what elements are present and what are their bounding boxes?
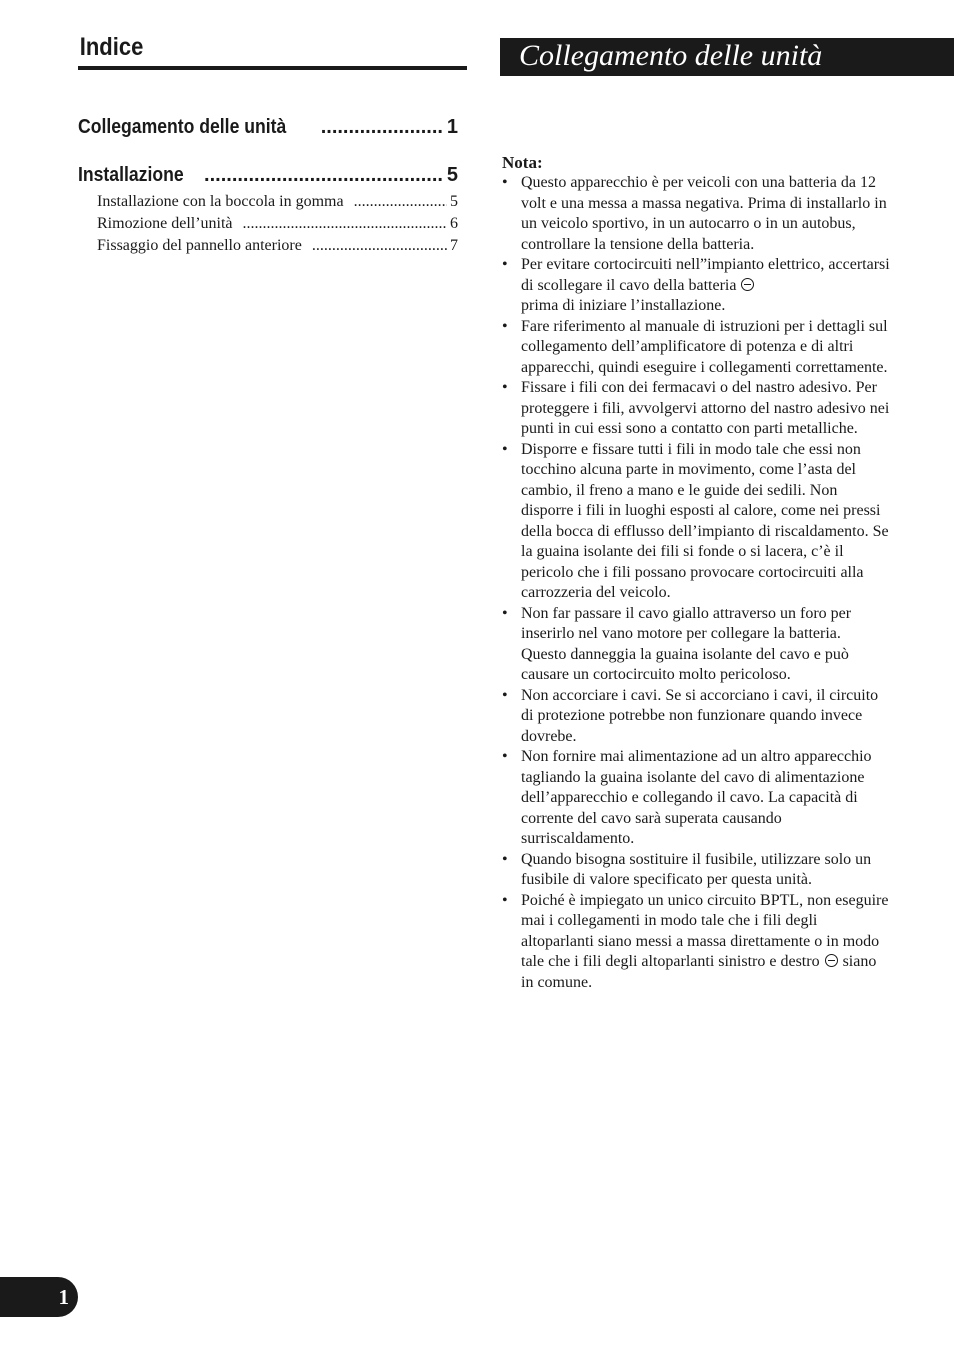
bullet-glyph: •: [502, 317, 508, 335]
bullet-glyph: •: [502, 440, 508, 458]
toc-leader-dots: [243, 213, 447, 235]
note-text: Disporre e fissare tutti i fili in modo tale che essi non tocchino alcuna parte in movimento, come l’asta del cambio, il freno a mano e le guide dei sedili. Non disporre i fili in luoghi esposti al calore, come nei pressi della bocca di efflusso dell’impianto di riscaldamento. Se la guaina isolante dei fili si fonde o si lacera, c’è il pericolo che i fili possano provocare cortocircuiti alla carrozzeria del veicolo.: [521, 440, 889, 601]
minus-circle-icon: [825, 954, 838, 967]
toc-subentry-label: Fissaggio del pannello anteriore: [97, 237, 302, 254]
bullet-glyph: •: [502, 891, 508, 909]
toc-subentry-page: 7: [450, 237, 458, 254]
toc-entry-label: Installazione: [78, 164, 184, 186]
note-item: [502, 317, 890, 379]
toc-subentry-boccola[interactable]: [78, 191, 458, 213]
toc-leader-dots: [312, 235, 447, 257]
toc-subentry-label: Rimozione dell’unità: [97, 215, 233, 232]
note-item: [502, 747, 890, 850]
note-text: Quando bisogna sostituire il fusibile, utilizzare solo un fusibile di valore specificato per questa unità.: [521, 850, 872, 888]
bullet-glyph: •: [502, 379, 508, 396]
bullet-glyph: •: [502, 748, 508, 765]
toc-subentry-fissaggio[interactable]: [78, 235, 458, 257]
section-panel: [500, 38, 954, 993]
note-item: [502, 850, 890, 891]
note-text: Poiché è impiegato un unico circuito BPTL, non eseguire mai i collegamenti in modo tale che i fili degli altoparlanti siano messi a massa direttamente o in modo tale che i fili degli altoparlanti sinistro e destro: [521, 891, 889, 970]
note-text: Fissare i fili con dei fermacavi o del nastro adesivo. Per proteggere i fili, avvolgervi attorno del nastro adesivo nei punti in cui essi sono a contatto con parti metalliche.: [521, 379, 890, 437]
toc-leader-dots: [321, 114, 443, 140]
note-item: [502, 440, 890, 604]
note-text: Questo apparecchio è per veicoli con una batteria da 12 volt e una messa a massa negativa. Prima di installarlo in un veicolo sportivo, in un autocarro o in un autobus, controllare la tensione della batteria.: [521, 174, 887, 253]
toc-subentry-rimozione[interactable]: [78, 213, 458, 235]
note-block: [500, 153, 890, 993]
toc-leader-dots: [204, 162, 443, 188]
toc-subentry-page: 5: [450, 193, 458, 210]
toc-entry-installazione[interactable]: [78, 162, 458, 188]
note-item: [502, 604, 890, 686]
note-item: [502, 255, 890, 317]
toc-subentry-label: Installazione con la boccola in gomma: [97, 193, 344, 210]
toc-entry-collegamento[interactable]: [78, 114, 458, 140]
toc-title-rule: [78, 66, 467, 70]
toc-leader-dots: [354, 191, 447, 213]
note-label: Nota:: [502, 153, 543, 172]
note-text: Non accorciare i cavi. Se si accorciano i cavi, il circuito di protezione potrebbe non funzionare quando invece dovrebe.: [521, 686, 879, 745]
toc-entry-page: 5: [446, 164, 458, 186]
bullet-glyph: •: [502, 604, 508, 622]
note-text: siano in comune.: [521, 953, 877, 991]
page-number-tab: 1: [0, 1277, 78, 1317]
bullet-glyph: •: [502, 174, 508, 191]
bullet-glyph: •: [502, 850, 508, 868]
note-item: [502, 686, 890, 748]
note-text: prima di iniziare l’installazione.: [521, 297, 726, 314]
toc-panel: [78, 30, 467, 257]
toc-list: [78, 114, 458, 257]
note-item: [502, 173, 890, 255]
note-text: Non far passare il cavo giallo attraverso un foro per inserirlo nel vano motore per collegare la batteria. Questo danneggia la guaina isolante del cavo e può causare un cortocircuito molto pericoloso.: [521, 604, 852, 683]
toc-subentry-page: 6: [450, 215, 458, 232]
note-item: [502, 378, 890, 440]
note-text: Non fornire mai alimentazione ad un altro apparecchio tagliando la guaina isolante del cavo di alimentazione dell’apparecchio e collegando il cavo. La capacità di corrente del cavo sarà superata causando surriscaldamento.: [521, 748, 872, 847]
bullet-glyph: •: [502, 256, 508, 273]
note-text: Per evitare cortocircuiti nell”impianto elettrico, accertarsi di scollegare il cavo della batteria: [521, 256, 890, 294]
toc-title: Indice: [79, 33, 144, 61]
toc-entry-label: Collegamento delle unità: [78, 116, 287, 138]
note-text: Fare riferimento al manuale di istruzioni per i dettagli sul collegamento dell’amplificatore di potenza e di altri apparecchi, quindi eseguire i collegamenti correttamente.: [521, 317, 888, 376]
bullet-glyph: •: [502, 686, 508, 704]
note-item: [502, 891, 890, 994]
section-title-banner: Collegamento delle unità: [500, 38, 954, 76]
toc-entry-page: 1: [446, 116, 458, 138]
minus-circle-icon: [741, 278, 754, 291]
note-list: [502, 173, 890, 993]
